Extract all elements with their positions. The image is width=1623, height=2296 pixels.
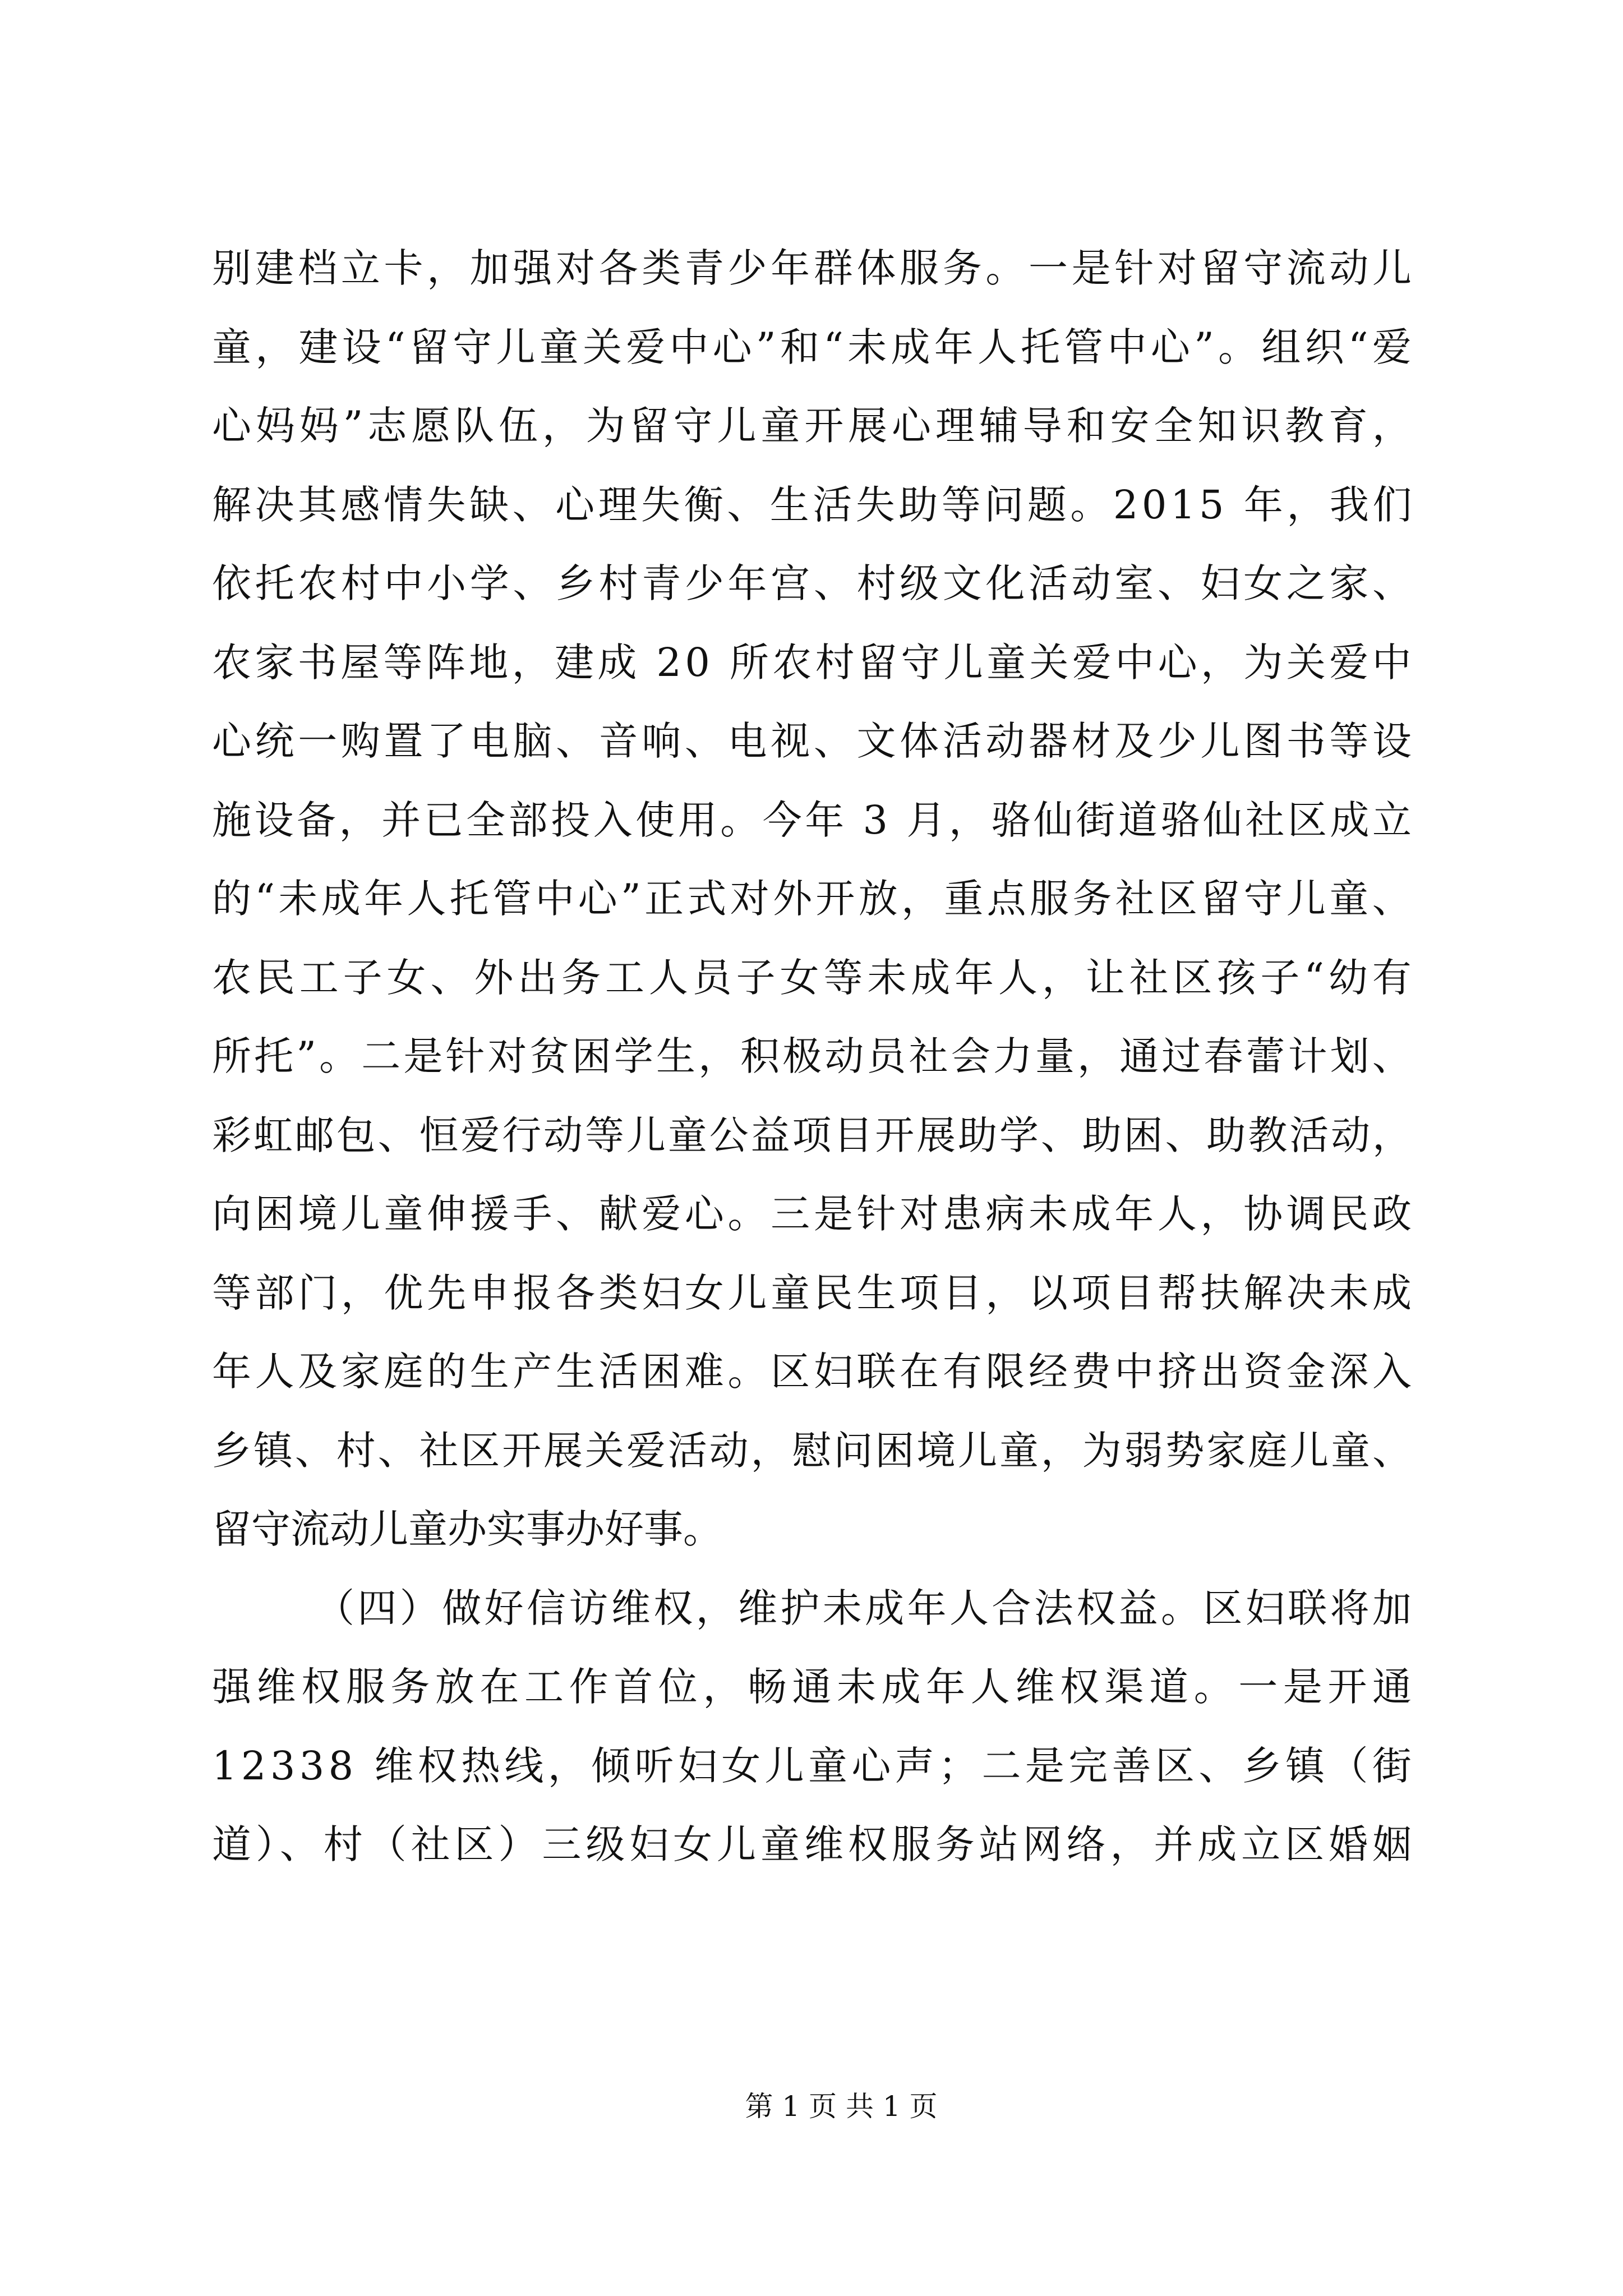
text-line: 留守流动儿童办实事办好事。	[212, 1506, 722, 1552]
text-line: 乡镇、村、社区开展关爱活动，慰问困境儿童，为弱势家庭儿童、	[212, 1427, 1414, 1474]
text-line: 12338 维权热线，倾听妇女儿童心声；二是完善区、乡镇（街	[212, 1742, 1416, 1789]
text-line: 施设备，并已全部投入使用。今年 3 月，骆仙街道骆仙社区成立	[212, 797, 1415, 843]
text-line: 道）、村（社区）三级妇女儿童维权服务站网络，并成立区婚姻	[212, 1821, 1416, 1867]
text-line: 年人及家庭的生产生活困难。区妇联在有限经费中挤出资金深入	[212, 1349, 1415, 1395]
text-line: 依托农村中小学、乡村青少年宫、村级文化活动室、妇女之家、	[212, 560, 1415, 606]
text-line: 心统一购置了电脑、音响、电视、文体活动器材及少儿图书等设	[212, 718, 1415, 764]
text-line: 农民工子女、外出务工人员子女等未成年人，让社区孩子“幼有	[212, 954, 1416, 1001]
text-line: 别建档立卡，加强对各类青少年群体服务。一是针对留守流动儿	[212, 245, 1415, 291]
text-line: 农家书屋等阵地，建成 20 所农村留守儿童关爱中心，为关爱中	[212, 639, 1415, 685]
text-line: 的“未成年人托管中心”正式对外开放，重点服务社区留守儿童、	[212, 876, 1415, 922]
text-line: 等部门，优先申报各类妇女儿童民生项目，以项目帮扶解决未成	[212, 1269, 1415, 1316]
page-footer: 第 1 页 共 1 页	[745, 2090, 938, 2123]
text-line: 强维权服务放在工作首位，畅通未成年人维权渠道。一是开通	[212, 1664, 1417, 1710]
text-line: 向困境儿童伸援手、献爱心。三是针对患病未成年人，协调民政	[212, 1191, 1415, 1237]
text-line: 心妈妈”志愿队伍，为留守儿童开展心理辅导和安全知识教育，	[212, 403, 1416, 449]
text-line: 童，建设“留守儿童关爱中心”和“未成年人托管中心”。组织“爱	[212, 324, 1416, 370]
text-line: （四）做好信访维权，维护未成年人合法权益。区妇联将加	[315, 1585, 1415, 1631]
text-line: 解决其感情失缺、心理失衡、生活失助等问题。2015 年，我们	[212, 481, 1415, 528]
text-line: 彩虹邮包、恒爱行动等儿童公益项目开展助学、助困、助教活动，	[212, 1112, 1414, 1158]
text-line: 所托”。二是针对贫困学生，积极动员社会力量，通过春蕾计划、	[212, 1033, 1414, 1079]
